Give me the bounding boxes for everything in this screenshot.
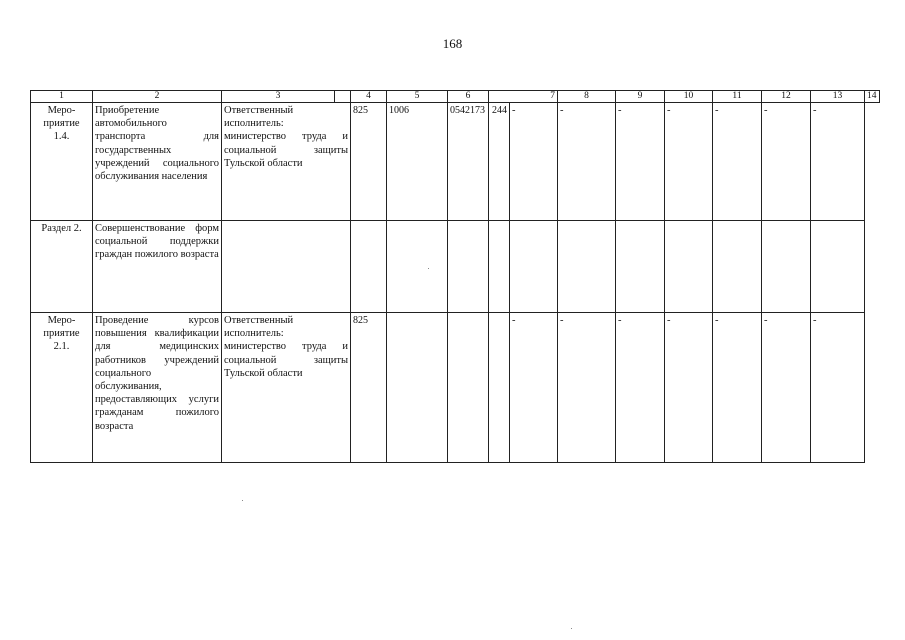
- scan-speck: [242, 500, 243, 501]
- section-line: 1.4.: [53, 131, 70, 143]
- row-value: -: [558, 103, 616, 221]
- row-col7: 244: [489, 103, 510, 221]
- row-value: -: [665, 103, 713, 221]
- section-line: приятие: [43, 118, 80, 130]
- row-col4: [351, 221, 387, 313]
- table-row: [31, 103, 880, 221]
- row-col5: [387, 313, 448, 463]
- row-value: -: [713, 313, 762, 463]
- row-value: -: [665, 313, 713, 463]
- row-section: [31, 103, 93, 221]
- row-col5: 1006: [387, 103, 448, 221]
- row-value: -: [616, 313, 665, 463]
- row-value: [510, 221, 558, 313]
- row-value: [811, 221, 865, 313]
- budget-table: [30, 90, 880, 463]
- row-name: Приобретение автомобильного транспорта для государственных учреждений социального обслуживания населения: [93, 103, 222, 221]
- header-cell-8: 8: [558, 91, 616, 103]
- row-value: -: [510, 313, 558, 463]
- row-col6: 0542173: [448, 103, 489, 221]
- row-col4: 825: [351, 103, 387, 221]
- scan-speck: [571, 628, 572, 629]
- table-row: [31, 221, 880, 313]
- row-value: -: [510, 103, 558, 221]
- header-cell-12: 12: [762, 91, 811, 103]
- row-col6: [448, 221, 489, 313]
- row-value: [762, 221, 811, 313]
- page-number: 168: [442, 36, 463, 51]
- section-line: приятие: [43, 328, 80, 340]
- header-cell-7: 7: [489, 91, 558, 103]
- row-value: [558, 221, 616, 313]
- header-cell-3: 3: [222, 91, 335, 103]
- row-section: Раздел 2.: [31, 221, 93, 313]
- row-value: -: [811, 313, 865, 463]
- section-line: Меро-: [47, 315, 76, 326]
- row-col4: 825: [351, 313, 387, 463]
- row-value: -: [762, 313, 811, 463]
- row-name: Проведение курсов повышения квалификации для медицинских работников учреждений социального обслуживания, предоставляющих услуги гражданам пожилого возраста: [93, 313, 222, 463]
- row-value: [665, 221, 713, 313]
- row-col6: [448, 313, 489, 463]
- section-line: Меро-: [47, 105, 76, 116]
- row-value: [713, 221, 762, 313]
- row-value: [616, 221, 665, 313]
- header-row: [31, 91, 880, 103]
- scan-speck: [428, 268, 429, 269]
- row-value: -: [616, 103, 665, 221]
- row-executor: [222, 221, 351, 313]
- row-executor: Ответственный исполнитель: министерство труда и социальной защиты Тульской области: [222, 103, 351, 221]
- header-cell-11: 11: [713, 91, 762, 103]
- row-value: -: [558, 313, 616, 463]
- row-value: -: [713, 103, 762, 221]
- header-cell-2: 2: [93, 91, 222, 103]
- header-cell-5: 5: [387, 91, 448, 103]
- header-cell-empty: [335, 91, 351, 103]
- row-executor: Ответственный исполнитель: министерство труда и социальной защиты Тульской области: [222, 313, 351, 463]
- row-value: -: [762, 103, 811, 221]
- header-cell-4: 4: [351, 91, 387, 103]
- section-line: 2.1.: [53, 341, 70, 353]
- header-cell-14: 14: [865, 91, 880, 103]
- header-cell-6: 6: [448, 91, 489, 103]
- header-cell-13: 13: [811, 91, 865, 103]
- row-name: Совершенствование форм социальной поддержки граждан пожилого возраста: [93, 221, 222, 313]
- row-col7: [489, 221, 510, 313]
- row-value: -: [811, 103, 865, 221]
- row-col5: [387, 221, 448, 313]
- table-row: [31, 313, 880, 463]
- header-cell-10: 10: [665, 91, 713, 103]
- header-cell-1: 1: [31, 91, 93, 103]
- row-section: [31, 313, 93, 463]
- header-cell-9: 9: [616, 91, 665, 103]
- row-col7: [489, 313, 510, 463]
